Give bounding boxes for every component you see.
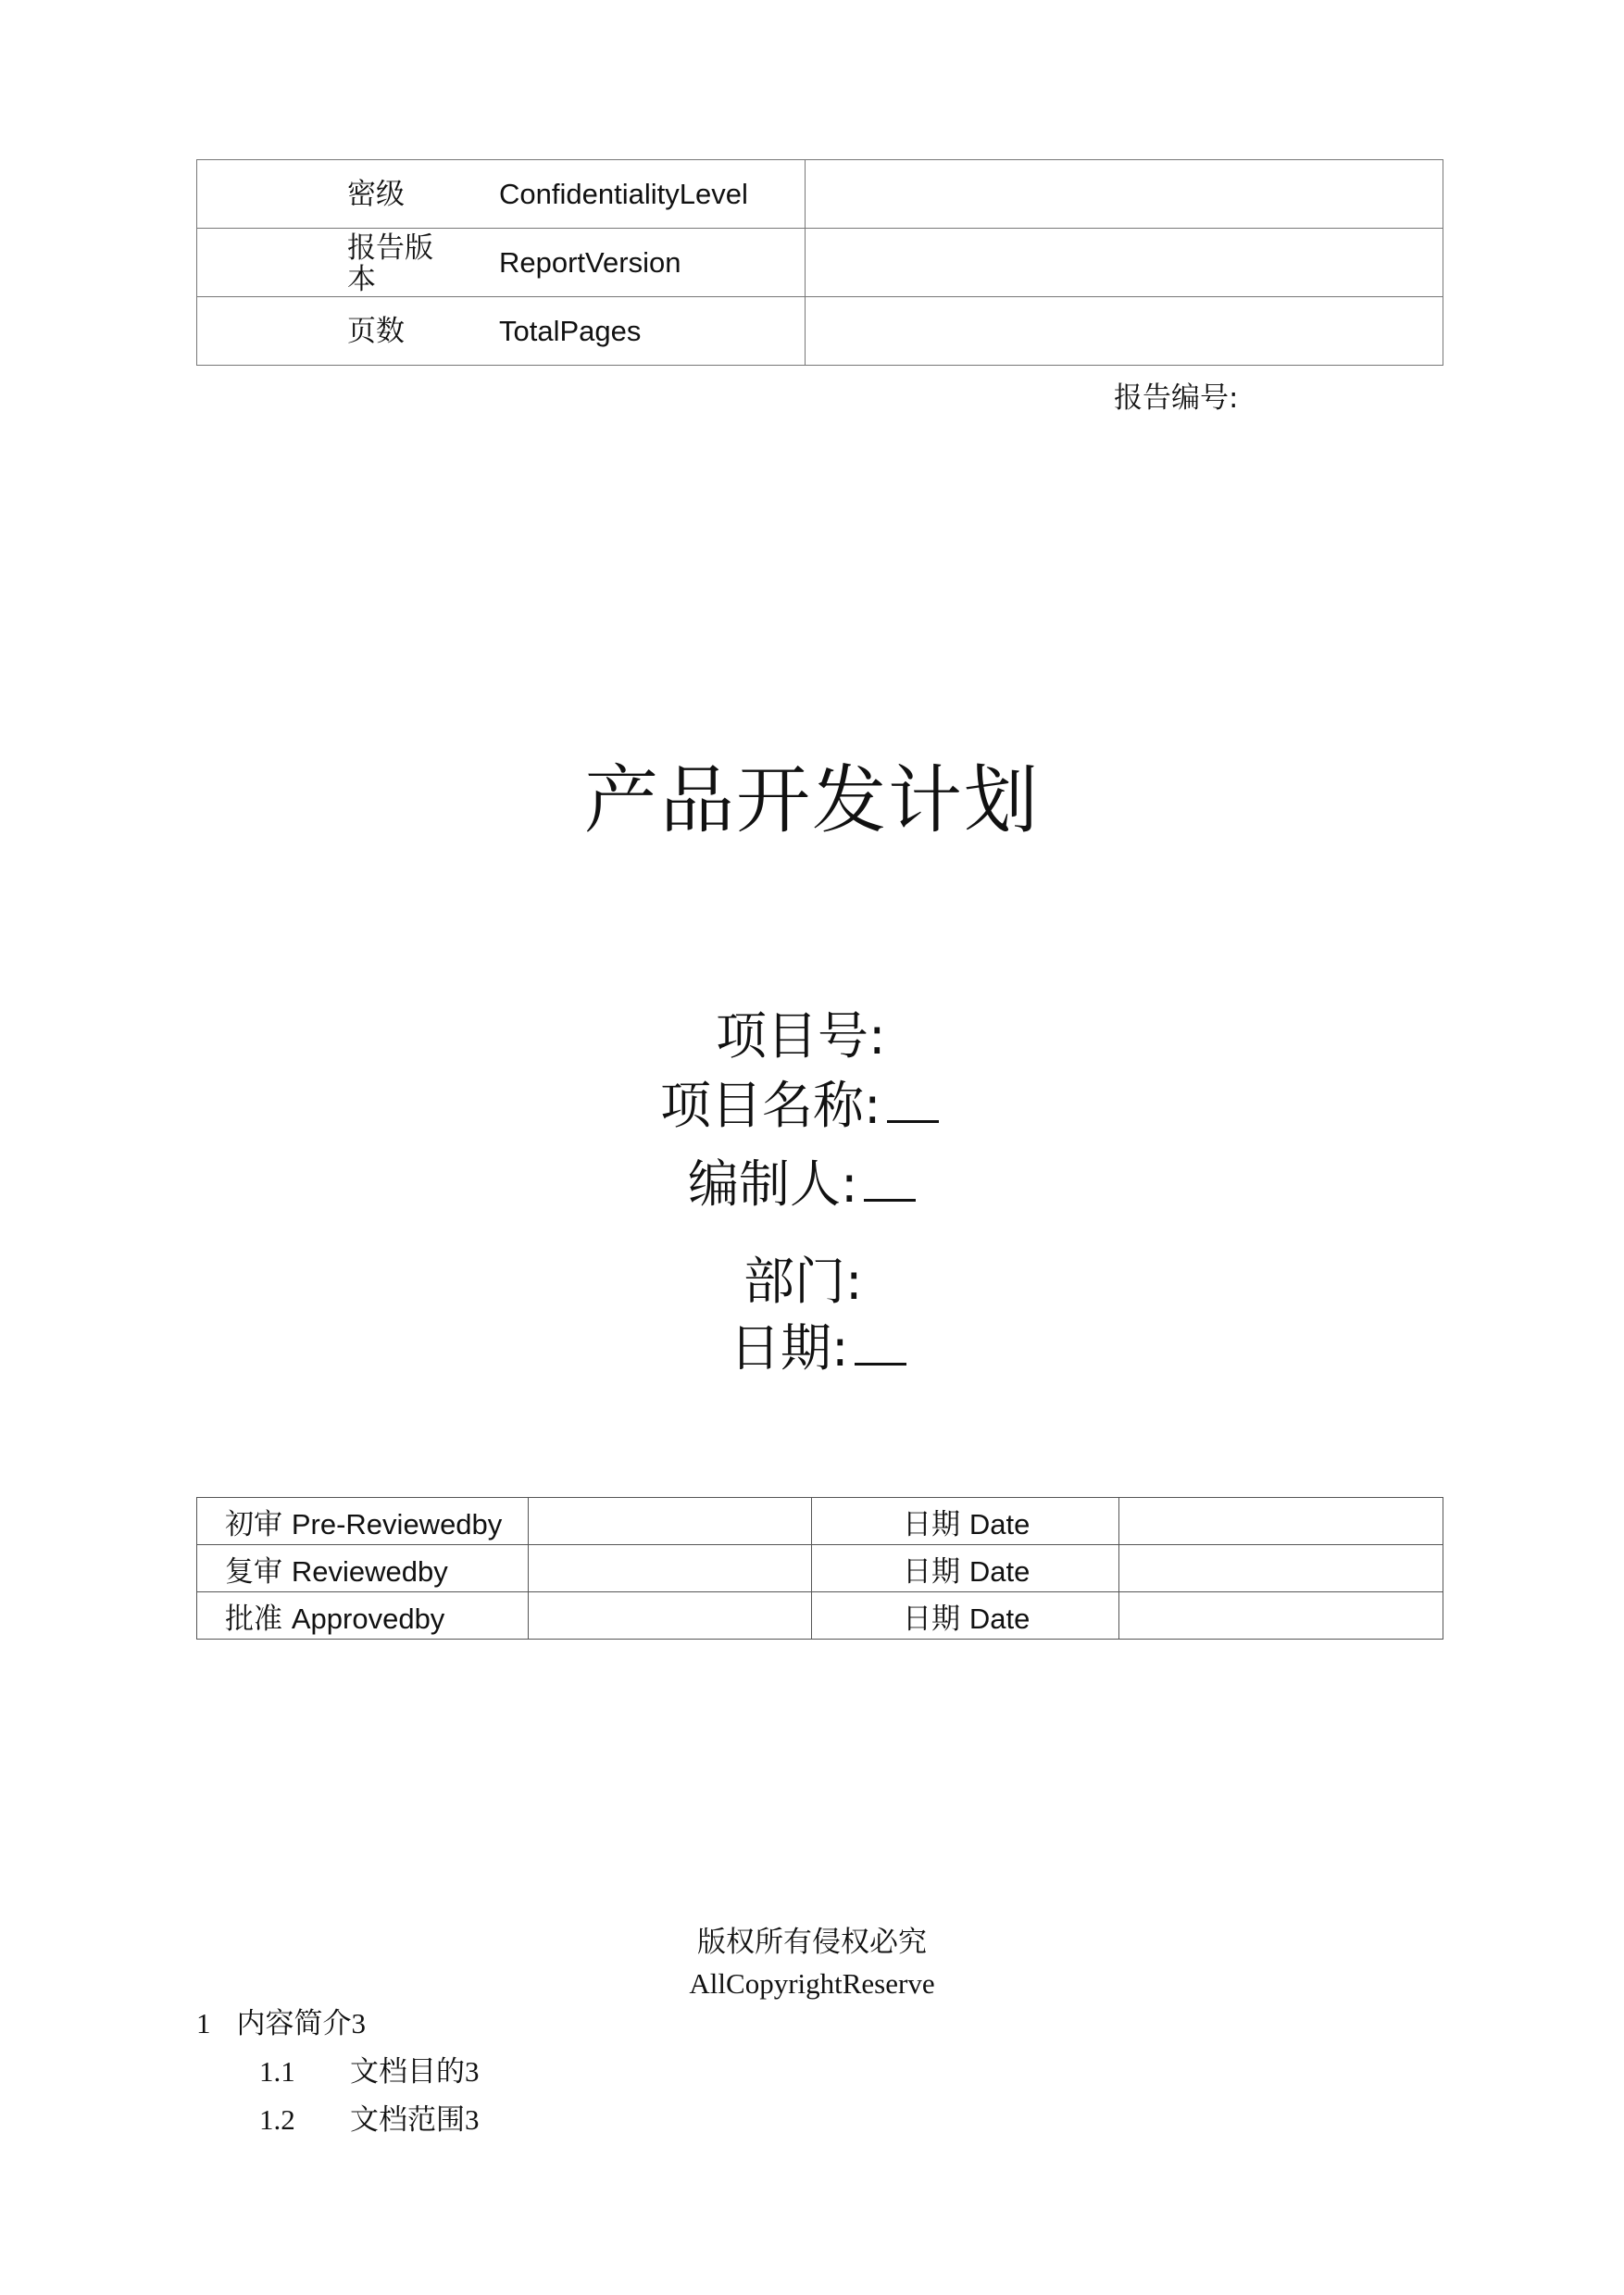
confidentiality-value xyxy=(806,160,1443,229)
approval-name xyxy=(529,1592,812,1640)
department-line xyxy=(743,1241,863,1314)
pre-review-label-zh: 初审 xyxy=(225,1507,282,1541)
review-label-zh: 复审 xyxy=(225,1554,282,1589)
document-info-table xyxy=(196,159,1443,366)
editor-line xyxy=(688,1143,916,1216)
toc-item[interactable] xyxy=(196,2000,366,2041)
review-date-label-en: Date xyxy=(968,1554,1031,1588)
info-row-total-pages xyxy=(197,297,1443,366)
project-name-line xyxy=(660,1065,939,1138)
copyright-en: AllCopyrightReserve xyxy=(689,1967,935,2000)
copyright-zh: 版权所有侵权必究 xyxy=(697,1926,927,1958)
confidentiality-label-zh: 密级 xyxy=(347,178,405,211)
review-approval-table xyxy=(196,1497,1443,1640)
pre-review-date-label-zh: 日期 xyxy=(903,1507,960,1541)
pre-review-date-label-en: Date xyxy=(968,1507,1031,1540)
toc-item-number: 1 xyxy=(196,2007,211,2039)
review-row-review xyxy=(197,1545,1443,1592)
toc-item-title: 文档范围 xyxy=(350,2103,465,2136)
toc-item-number: 1.1 xyxy=(259,2055,295,2088)
review-date-value xyxy=(1119,1545,1443,1592)
project-number-line xyxy=(716,995,886,1068)
report-version-label-zh: 报告版本 xyxy=(347,231,433,296)
report-number-label: 报告编号: xyxy=(1114,381,1239,415)
toc-item-title: 内容简介 xyxy=(236,2007,352,2039)
pre-review-name xyxy=(529,1498,812,1545)
toc-item[interactable] xyxy=(259,2048,480,2089)
date-blank xyxy=(855,1363,906,1366)
editor-blank xyxy=(864,1199,916,1202)
project-name-label: 项目名称: xyxy=(660,1076,881,1135)
date-line xyxy=(730,1307,906,1380)
review-name xyxy=(529,1545,812,1592)
total-pages-label-zh: 页数 xyxy=(347,315,405,348)
approval-date-label-en: Date xyxy=(968,1602,1031,1635)
project-name-blank xyxy=(887,1120,939,1123)
toc-item-page: 3 xyxy=(465,2055,480,2088)
info-row-confidentiality xyxy=(197,160,1443,229)
total-pages-value xyxy=(806,297,1443,366)
department-label: 部门: xyxy=(743,1252,863,1311)
confidentiality-label-en: ConfidentialityLevel xyxy=(499,178,748,210)
approval-label-en: Approvedby xyxy=(291,1602,445,1635)
info-row-report-version xyxy=(197,229,1443,297)
date-label: 日期: xyxy=(730,1318,849,1378)
report-version-value xyxy=(806,229,1443,297)
report-version-label-en: ReportVersion xyxy=(499,246,681,279)
pre-review-label-en: Pre-Reviewedby xyxy=(291,1507,503,1540)
approval-date-label-zh: 日期 xyxy=(903,1602,960,1636)
toc-item-title: 文档目的 xyxy=(350,2055,465,2088)
toc-item-number: 1.2 xyxy=(259,2103,295,2136)
pre-review-date-value xyxy=(1119,1498,1443,1545)
toc-item[interactable] xyxy=(259,2096,480,2138)
review-date-label-zh: 日期 xyxy=(903,1554,960,1589)
toc-item-page: 3 xyxy=(351,2007,366,2039)
approval-label-zh: 批准 xyxy=(225,1602,282,1636)
total-pages-label-en: TotalPages xyxy=(499,315,642,347)
editor-label: 编制人: xyxy=(688,1154,858,1214)
review-row-pre-review xyxy=(197,1498,1443,1545)
toc-item-page: 3 xyxy=(465,2103,480,2136)
approval-date-value xyxy=(1119,1592,1443,1640)
document-title: 产品开发计划 xyxy=(584,757,1040,843)
review-label-en: Reviewedby xyxy=(291,1554,448,1588)
project-number-label: 项目号: xyxy=(716,1006,886,1066)
review-row-approval xyxy=(197,1592,1443,1640)
